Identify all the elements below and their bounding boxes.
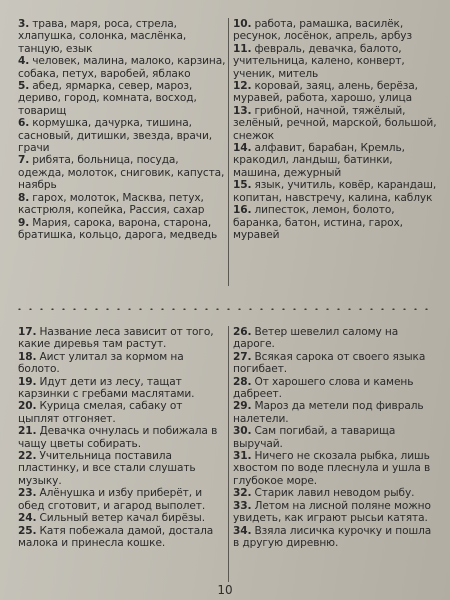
exercise-text: Мария, сарока, варона, старона, братишка, кольцо, дарога, медведь: [18, 216, 218, 241]
exercise-item: [233, 500, 438, 525]
exercise-number: 18.: [18, 350, 37, 363]
exercise-item: [18, 450, 226, 487]
exercise-number: 11.: [233, 42, 252, 55]
exercise-item: [233, 204, 438, 241]
exercise-number: 34.: [233, 524, 252, 537]
exercise-text: язык, учитиль, ковёр, карандаш, копитан, навстречу, калина, каблук: [233, 179, 437, 204]
exercise-number: 19.: [18, 375, 37, 388]
exercise-item: [18, 80, 226, 117]
page-number: 10: [217, 583, 233, 597]
dotted-separator: [14, 308, 434, 310]
exercise-text: кормушка, дачурка, тишина, сасновый, дитишки, звезда, врачи, грачи: [18, 117, 213, 155]
exercise-text: Сам погибай, а таварища выручай.: [233, 425, 396, 450]
exercise-text: трава, маря, роса, стрела, хлапушка, солонка, маслёнка, танцую, езык: [18, 18, 187, 55]
exercise-number: 29.: [233, 400, 252, 413]
exercise-number: 3.: [18, 18, 30, 30]
exercise-number: 30.: [233, 425, 252, 438]
word-list-left: [18, 18, 226, 241]
word-list-right: [233, 18, 438, 241]
exercise-item: [233, 487, 438, 499]
exercise-text: Всякая сарока от своего языка погибает.: [233, 350, 426, 376]
exercise-number: 14.: [233, 142, 252, 155]
exercise-text: человек, малина, малоко, карзина, собака, петух, варобей, яблако: [18, 55, 226, 80]
exercise-text: Название леса зависит от того, какие диревья там растут.: [18, 326, 214, 351]
exercise-item: [18, 154, 226, 191]
exercise-text: февраль, девачка, балото, учительница, калено, конверт, ученик, митель: [233, 42, 405, 80]
column-divider: [228, 326, 229, 582]
exercise-number: 21.: [18, 425, 37, 438]
exercise-text: рибята, больница, посуда, одежда, молоток, сниговик, капуста, наябрь: [18, 154, 225, 192]
exercise-number: 10.: [233, 18, 252, 30]
exercise-item: [18, 55, 226, 80]
exercise-item: [18, 351, 226, 376]
exercise-text: Ничего не скозала рыбка, лишь хвостом по воде плеснула и ушла в глубокое море.: [233, 450, 431, 487]
exercise-item: [18, 326, 226, 351]
exercise-item: [18, 400, 226, 425]
exercise-text: гарох, молоток, Масква, петух, кастрюля, копейка, Рассия, сахар: [18, 191, 205, 217]
exercise-number: 27.: [233, 350, 252, 363]
exercise-item: [18, 425, 226, 450]
exercise-item: [18, 525, 226, 550]
exercise-text: Взяла лисичка курочку и пошла в другую диревню.: [233, 524, 432, 549]
exercise-text: Старик лавил неводом рыбу.: [254, 487, 415, 500]
exercise-text: Девачка очнулась и побижала в чащу цветы собирать.: [18, 425, 218, 450]
exercise-item: [233, 425, 438, 450]
exercise-item: [233, 179, 438, 204]
exercise-number: 31.: [233, 450, 252, 463]
exercise-number: 23.: [18, 487, 37, 500]
exercise-text: Летом на лисной поляне можно увидеть, как играют рысьи катята.: [233, 499, 431, 525]
exercise-number: 5.: [18, 80, 30, 93]
exercise-number: 12.: [233, 80, 252, 93]
sentence-list-left: [18, 326, 226, 549]
exercise-number: 9.: [18, 216, 30, 229]
exercise-text: Ветер шевелил салому на дароге.: [233, 326, 399, 351]
exercise-text: абед, ярмарка, север, мароз, дериво, город, комната, восход, товарищ: [18, 80, 197, 117]
exercise-number: 28.: [233, 375, 252, 388]
exercise-item: [233, 80, 438, 105]
exercise-item: [18, 192, 226, 217]
exercise-text: алфавит, барабан, Кремль, кракодил, ландыш, батинки, машина, дежурный: [233, 142, 405, 179]
exercise-text: грибной, начной, тяжёлый, зелёный, речной, марской, большой, снежок: [233, 104, 437, 142]
exercise-item: [18, 376, 226, 401]
exercise-text: Идут дети из лесу, тащат карзинки с гребами маслятами.: [18, 375, 195, 401]
exercise-number: 4.: [18, 55, 30, 68]
exercise-item: [233, 525, 438, 550]
exercise-item: [233, 450, 438, 487]
exercise-number: 32.: [233, 487, 252, 500]
exercise-item: [233, 105, 438, 142]
exercise-number: 20.: [18, 400, 37, 413]
exercise-text: Учительница поставила пластинку, и все стали слушать музыку.: [18, 450, 196, 487]
exercise-item: [233, 351, 438, 376]
exercise-number: 26.: [233, 326, 252, 338]
exercise-number: 15.: [233, 179, 252, 192]
exercise-item: [18, 117, 226, 154]
exercise-text: Алёнушка и избу приберёт, и обед сготовит, и агарод выполет.: [18, 487, 206, 512]
exercise-number: 16.: [233, 204, 252, 217]
exercise-item: [233, 18, 438, 43]
exercise-number: 24.: [18, 512, 37, 525]
exercise-text: работа, рамашка, василёк, ресунок, лосёнок, апрель, арбуз: [233, 18, 412, 43]
exercise-item: [233, 43, 438, 80]
exercise-number: 6.: [18, 117, 30, 130]
exercise-number: 13.: [233, 104, 252, 117]
exercise-text: Мароз да метели под фивраль налетели.: [233, 400, 424, 425]
exercise-text: Сильный ветер качал бирёзы.: [39, 512, 205, 525]
exercise-item: [233, 142, 438, 179]
exercise-item: [233, 326, 438, 351]
exercise-item: [18, 217, 226, 242]
column-divider: [228, 18, 229, 286]
exercise-item: [18, 512, 226, 524]
exercise-number: 7.: [18, 154, 30, 167]
exercise-text: липесток, лемон, болото, баранка, батон, истина, гарох, муравей: [233, 204, 403, 241]
exercise-number: 22.: [18, 450, 37, 463]
exercise-text: Курица смелая, сабаку от цыплят отгоняет.: [18, 400, 183, 425]
exercise-number: 33.: [233, 499, 252, 512]
exercise-number: 25.: [18, 524, 37, 537]
sentence-list-right: [233, 326, 438, 549]
exercise-item: [233, 400, 438, 425]
exercise-item: [18, 487, 226, 512]
exercise-item: [18, 18, 226, 55]
exercise-number: 8.: [18, 191, 30, 204]
exercise-text: коровай, заяц, алень, берёза, муравей, работа, харошо, улица: [233, 80, 418, 105]
exercise-number: 17.: [18, 326, 37, 338]
exercise-text: Аист улитал за кормом на болото.: [18, 350, 184, 376]
exercise-text: Катя побежала дамой, достала малока и принесла кошке.: [18, 524, 214, 549]
exercise-text: От харошего слова и камень дабреет.: [233, 375, 414, 401]
exercise-item: [233, 376, 438, 401]
